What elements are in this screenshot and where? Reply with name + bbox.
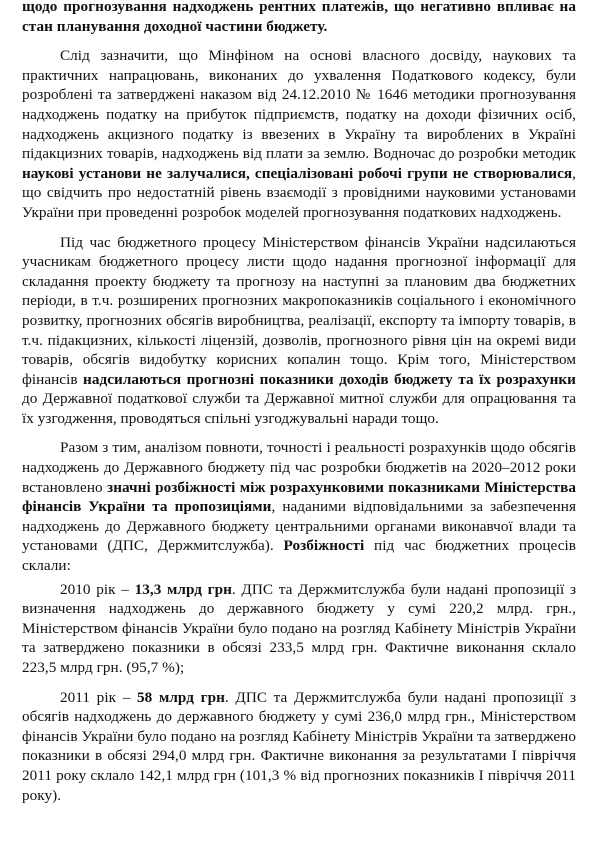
text-segment: під час бюджетних процесів склали: [22, 537, 576, 575]
bold-text-segment: надсилаються прогнозні показники доходів бюджету та їх розрахунки [83, 370, 576, 388]
para-minfin-methods [22, 46, 576, 222]
bold-text-segment: щодо прогнозування надходжень рентних платежів, що негативно впливає на стан планування доходної частини бюджету. [22, 0, 576, 35]
bold-text-segment: значні розбіжності між розрахунковими показниками Міністерства фінансів України та пропозиціями [22, 478, 576, 516]
text-segment: 2011 рік – [60, 688, 138, 706]
text-segment: 2010 рік – [60, 580, 135, 598]
bold-text-segment: 58 млрд грн [137, 688, 225, 706]
para-year-2011 [22, 688, 576, 806]
bold-text-segment: Розбіжності [283, 537, 365, 555]
text-segment: . ДПС та Держмитслужба були надані пропозиції з визначення надходжень до державного бюджету у сумі 220,2 млрд. грн., Міністерством фінансів України було подано на розгляд Кабінету Міністрів України та затверджено показники в обсязі 233,5 млрд грн. Фактичне виконання склало 223,5 млрд грн. (95,7 %); [22, 580, 576, 676]
text-segment: Разом з тим, аналізом повноти, точності і реальності розрахунків щодо обсягів надходжень до Державного бюджету під час розробки бюджетів на 2020–2012 роки встановлено [22, 439, 576, 496]
para-analysis [22, 438, 576, 575]
para-year-2010 [22, 580, 576, 678]
para-budget-process [22, 233, 576, 429]
text-segment: , що свідчить про недостатній рівень взаємодії з провідними науковими установами України при проведенні розробок моделей прогнозування податкових надходжень. [22, 164, 576, 221]
text-segment: Під час бюджетного процесу Міністерством фінансів України надсилаються учасникам бюджетного процесу листи щодо надання прогнозної інформації для складання проекту бюджету та прогнозу на наступні за плановим два бюджетних періоди, в т.ч. розширених прогнозних макропоказників соціального і економічного розвитку, прогнозних обсягів виробництва, реалізації, експорту та імпорту товарів, в т.ч. підакцизних, кількості ліцензій, дозволів, прогнозного рівня цін на окремі види товарів, обсягів видобутку корисних копалин тощо. Крім того, Міністерством фінансів [22, 233, 576, 388]
text-segment: , наданими відповідальними за забезпечення надходжень до Державного бюджету центральними органами виконавчої влади та установами (ДПС, Держмитслужба). [22, 498, 576, 555]
bold-text-segment: 13,3 млрд грн [134, 580, 232, 598]
para-intro-fragment [22, 0, 576, 36]
text-segment: Слід зазначити, що Мінфіном на основі власного досвіду, наукових та практичних напрацювань, виконаних до ухвалення Податкового кодексу, були розроблені та затверджені наказом від 24.12.2010 № 1646 методики прогнозування надходжень податку на прибуток підприємств, податку на доходи фізичних осіб, надходжень акцизного податку із ввезених в Україну та вироблених в Україні підакцизних товарів, надходжень від плати за землю. Водночас до розробки методик [22, 47, 576, 163]
bold-text-segment: наукові установи не залучалися, спеціалізовані робочі групи не створювалися [22, 164, 573, 182]
text-segment: до Державної податкової служби та Державної митної служби для опрацювання та їх узгодження, проводяться спільні узгоджувальні наради тощо. [22, 390, 576, 427]
text-segment: . ДПС та Держмитслужба були надані пропозиції з обсягів надходжень до державного бюджету у сумі 236,0 млрд грн., Міністерством фінансів України було подано на розгляд Кабінету Міністрів України та затверджено показники в обсязі 294,0 млрд грн. Фактичне виконання за результатами І півріччя 2011 року склало 142,1 млрд грн (101,3 % від прогнозних показників І півріччя 2011 року). [22, 688, 576, 804]
